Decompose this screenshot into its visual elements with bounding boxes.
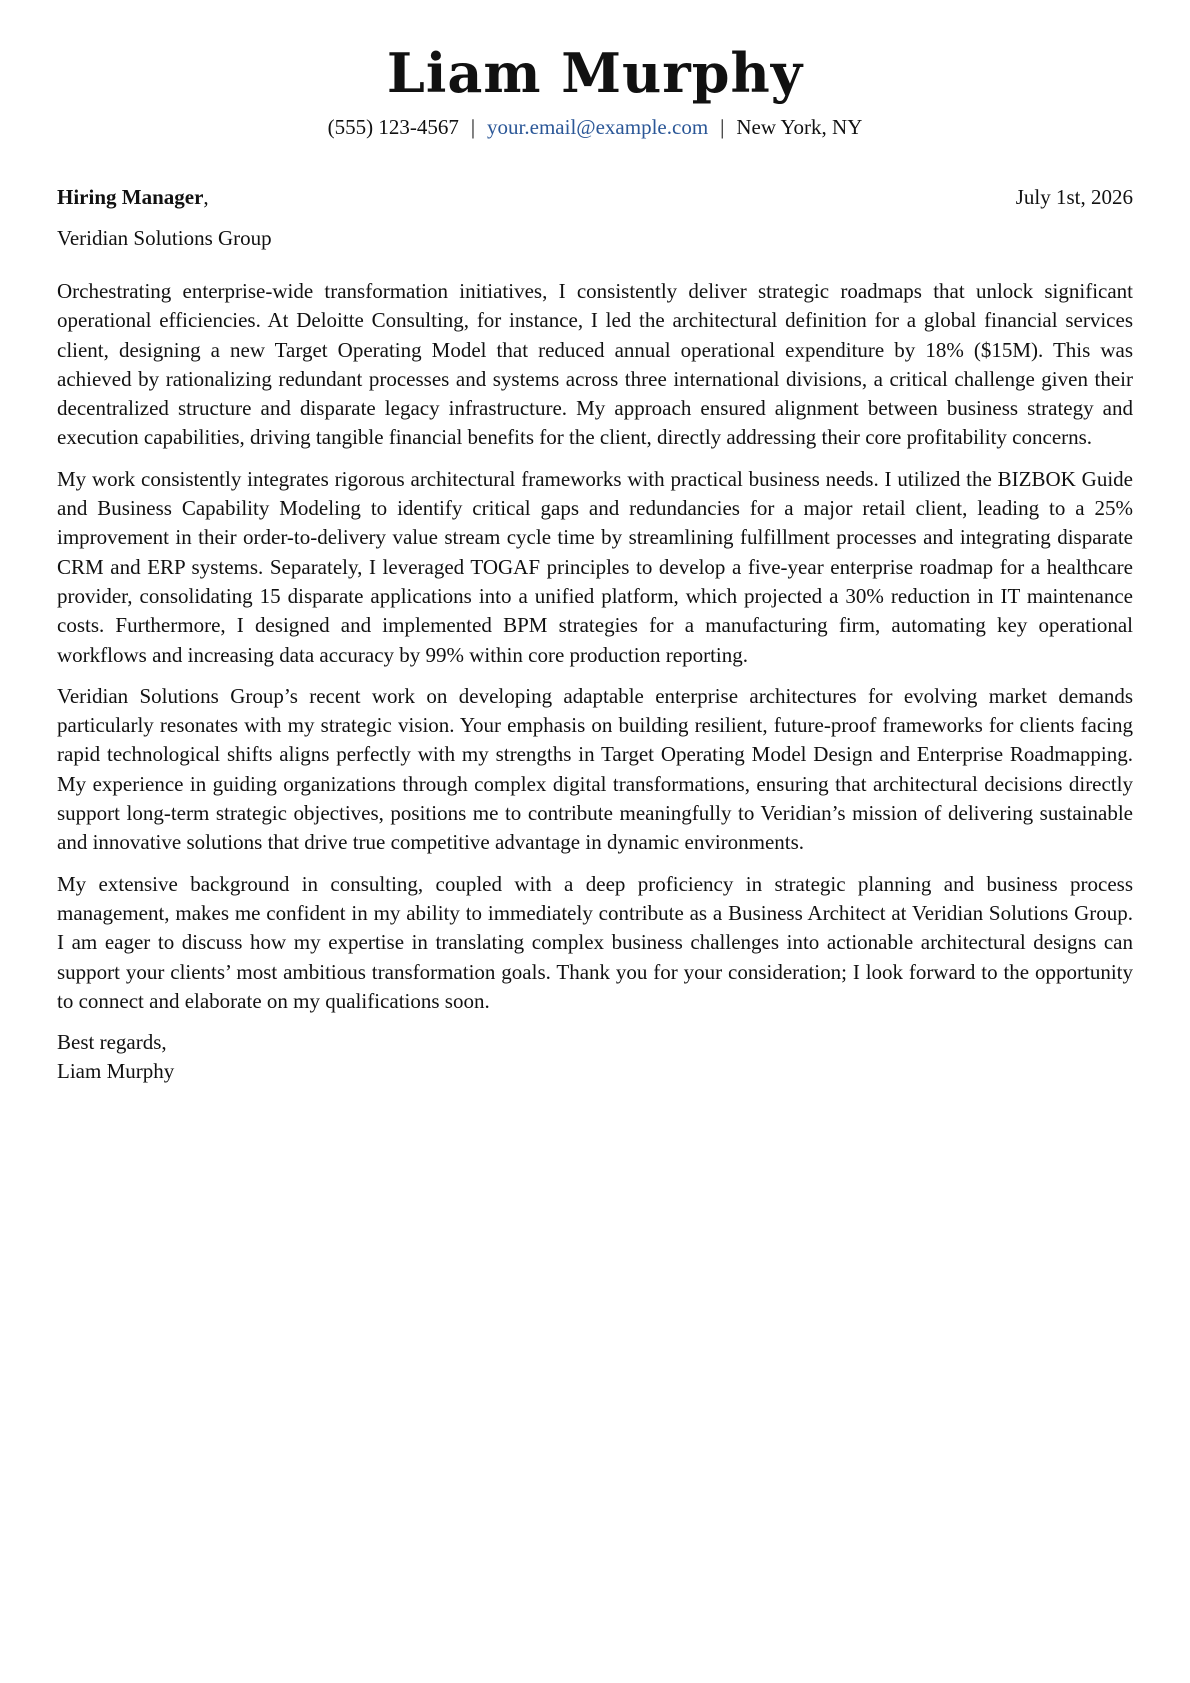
- phone-number: (555) 123-4567: [327, 115, 459, 139]
- contact-line: [57, 112, 1133, 142]
- contact-separator: |: [720, 115, 725, 139]
- email-link[interactable]: your.email@example.com: [487, 115, 709, 139]
- body-paragraph: My work consistently integrates rigorous architectural frameworks with practical business needs. I utilized the BIZBOK Guide and Business Capability Modeling to identify critical gaps and redundancies for a major retail client, leading to a 25% improvement in their order-to-delivery value stream cycle time by streamlining fulfillment processes and integrating disparate CRM and ERP systems. Separately, I leveraged TOGAF principles to develop a five-year enterprise roadmap for a healthcare provider, consolidating 15 disparate applications into a unified platform, which projected a 30% reduction in IT maintenance costs. Furthermore, I designed and implemented BPM strategies for a manufacturing firm, automating key operational workflows and increasing data accuracy by 99% within core production reporting.: [57, 466, 1133, 667]
- recipient-row: [57, 182, 1133, 212]
- signature: Liam Murphy: [57, 1059, 175, 1084]
- recipient-name: Hiring Manager: [57, 185, 204, 209]
- applicant-name: Liam Murphy: [386, 41, 804, 105]
- contact-separator: |: [470, 115, 476, 139]
- body-paragraph: My extensive background in consulting, coupled with a deep proficiency in strategic planning and business process management, makes me confident in my ability to immediately contribute as a Business Architect at Veridian Solutions Group. I am eager to discuss how my expertise in translating complex business challenges into actionable architectural designs can support your clients’ most ambitious transformation goals. Thank you for your consideration; I look forward to the opportunity to connect and elaborate on my qualifications soon.: [57, 871, 1133, 1013]
- body-paragraph: Orchestrating enterprise-wide transformation initiatives, I consistently deliver strategic roadmaps that unlock significant operational efficiencies. At Deloitte Consulting, for instance, I led the architectural definition for a global financial services client, designing a new Target Operating Model that reduced annual operational expenditure by 18% ($15M). This was achieved by rationalizing redundant processes and systems across three international divisions, a critical challenge given their decentralized structure and disparate legacy infrastructure. My approach ensured alignment between business strategy and execution capabilities, driving tangible financial benefits for the client, directly addressing their core profitability concerns.: [57, 279, 1133, 450]
- salutation: [57, 182, 209, 212]
- recipient-company: Veridian Solutions Group: [57, 226, 272, 250]
- letter-body: [57, 277, 1133, 1016]
- body-paragraph: Veridian Solutions Group’s recent work on developing adaptable enterprise architectures for evolving market demands particularly resonates with my strategic vision. Your emphasis on building resilient, future-proof frameworks for clients facing rapid technological shifts aligns perfectly with my strengths in Target Operating Model Design and Enterprise Roadmapping. My experience in guiding organizations through complex digital transformations, ensuring that architectural decisions directly support long-term strategic objectives, positions me to contribute meaningfully to Veridian’s mission of delivering sustainable and innovative solutions that drive true competitive advantage in dynamic environments.: [57, 683, 1133, 855]
- letter-date: July 1st, 2026: [1015, 185, 1133, 209]
- recipient-name-suffix: ,: [203, 185, 209, 209]
- letter-header: [57, 0, 1133, 142]
- location: New York, NY: [736, 115, 863, 139]
- closing: Best regards,: [57, 1030, 167, 1055]
- signoff: [57, 1028, 1133, 1087]
